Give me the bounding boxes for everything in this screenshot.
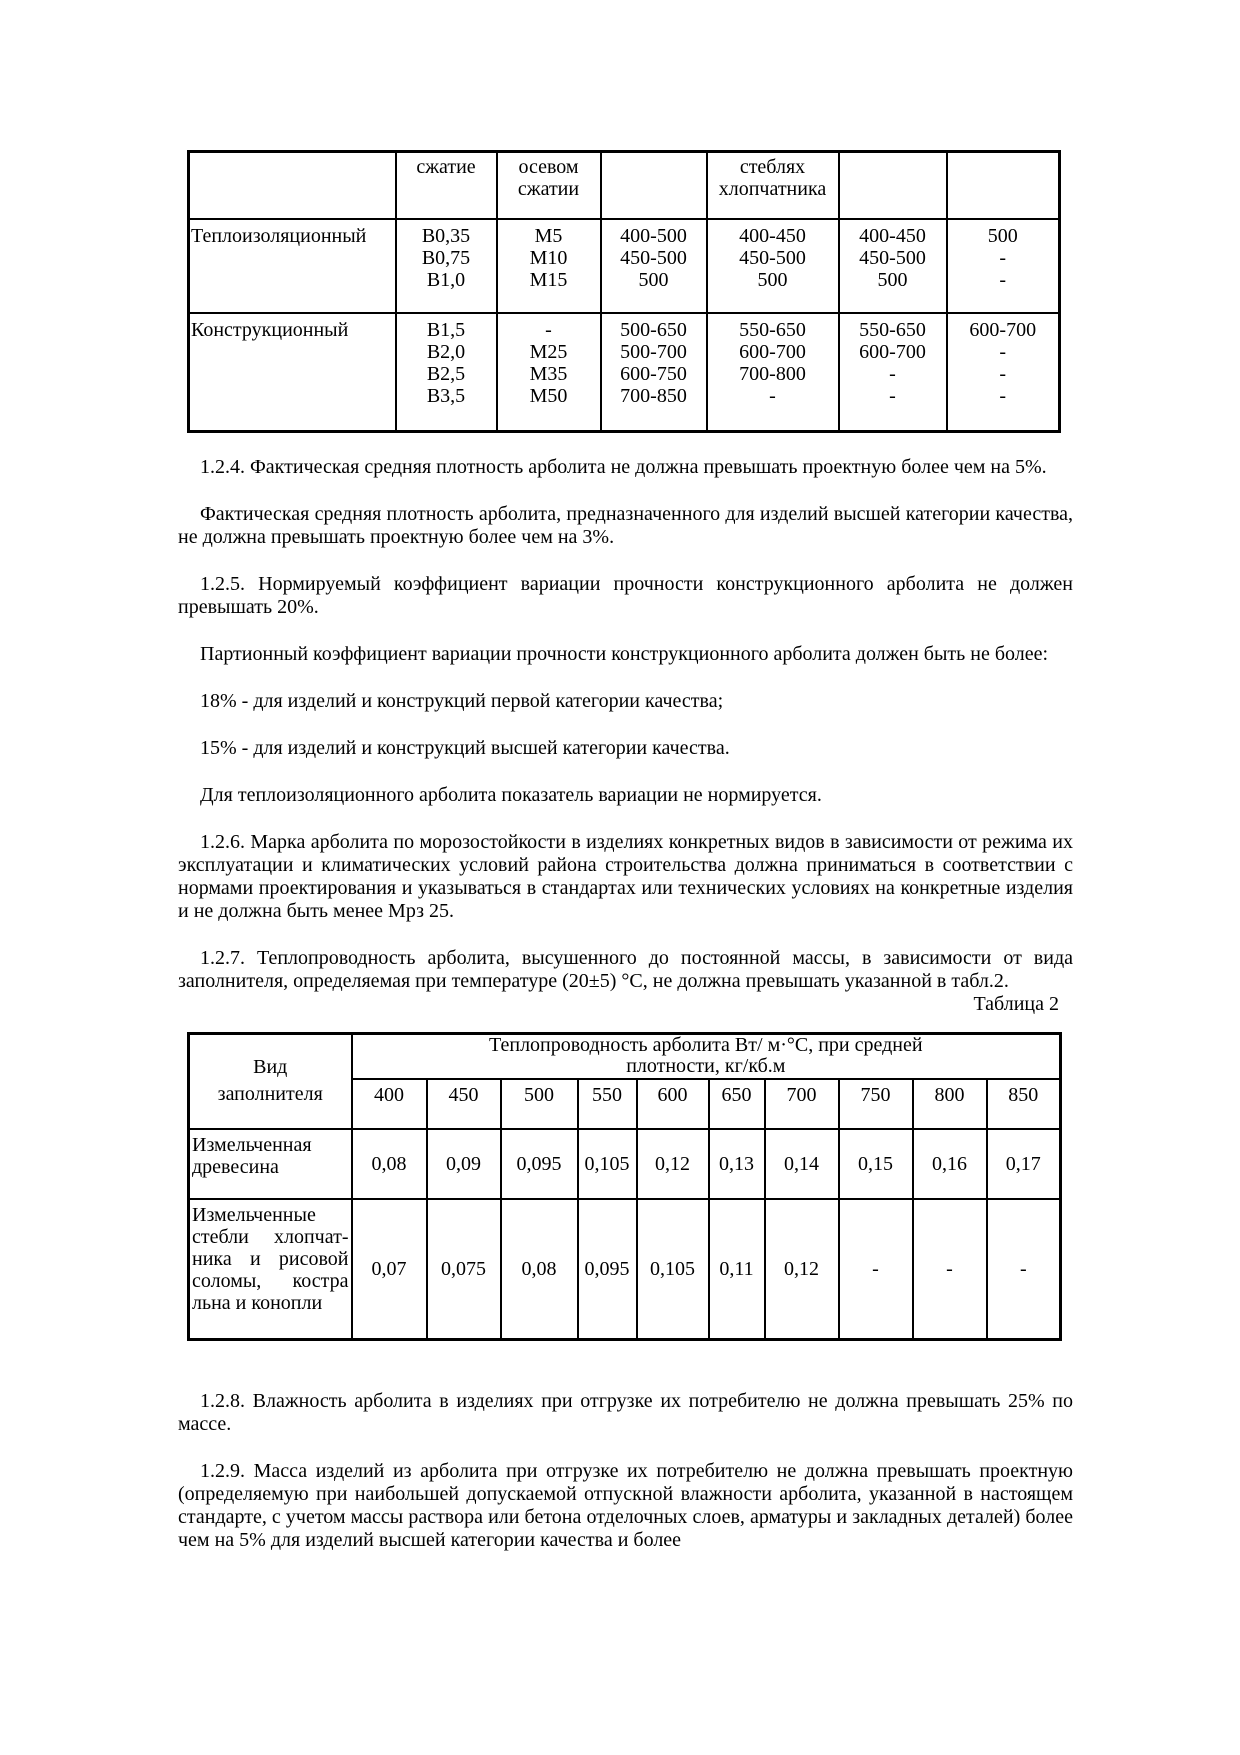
table2-corner-header: Вид заполнителя	[189, 1034, 352, 1129]
table1-cell: 550-650 600-700 - -	[839, 313, 947, 432]
table1-cell: В1,5 В2,0 В2,5 В3,5	[396, 313, 497, 432]
table2-cell: 0,15	[839, 1129, 913, 1199]
table2-density-header: 450	[427, 1079, 501, 1129]
table1-cell: М5 М10 М15	[497, 219, 601, 313]
table1-cell: 500 - -	[947, 219, 1060, 313]
table1-row-label: Конструкционный	[189, 313, 396, 432]
page-content	[178, 0, 1073, 1576]
table2-cell: 0,08	[501, 1199, 578, 1340]
table1-header-cell	[189, 152, 396, 219]
table1-header-cell	[839, 152, 947, 219]
table1-header-cell	[601, 152, 707, 219]
thermal-conductivity-table	[187, 1032, 1062, 1341]
table1-header-cell	[947, 152, 1060, 219]
table1-header-cell: осевом сжатии	[497, 152, 601, 219]
table2-cell: -	[913, 1199, 987, 1340]
table1-cell: 400-450 450-500 500	[839, 219, 947, 313]
table2-cell: -	[987, 1199, 1061, 1340]
table2-density-header: 600	[637, 1079, 709, 1129]
paragraph-1-2-4: 1.2.4. Фактическая средняя плотность арболита не должна превышать проектную более чем на 5%.	[200, 456, 1047, 478]
table-row	[189, 219, 1060, 313]
table2-density-header: 650	[709, 1079, 765, 1129]
table2-density-header: 700	[765, 1079, 839, 1129]
table1-cell: 400-450 450-500 500	[707, 219, 839, 313]
table2-cell: 0,16	[913, 1129, 987, 1199]
table1-row-label: Теплоизоляционный	[189, 219, 396, 313]
table1-header-row	[189, 152, 1060, 219]
table2-row-label: Измельченная древесина	[189, 1129, 352, 1199]
paragraph-1-2-8: 1.2.8. Влажность арболита в изделиях при отгрузке их потребителю не должна превышать 25% по массе.	[178, 1390, 1073, 1435]
table2-density-header: 800	[913, 1079, 987, 1129]
table1-cell: В0,35 В0,75 В1,0	[396, 219, 497, 313]
table2-density-header: 500	[501, 1079, 578, 1129]
table2-cell: 0,08	[352, 1129, 427, 1199]
table1-header-cell: стеблях хлопчатника	[707, 152, 839, 219]
table2-cell: 0,09	[427, 1129, 501, 1199]
paragraph-1-2-7: 1.2.7. Теплопроводность арболита, высушенного до постоянной массы, в зависимости от вида заполнителя, определяемая при температуре (20±5) °С, не должна превышать указанной в табл.2.	[178, 947, 1073, 992]
table2-cell: 0,14	[765, 1129, 839, 1199]
table1-cell: 500-650 500-700 600-750 700-850	[601, 313, 707, 432]
table2-cell: 0,095	[578, 1199, 637, 1340]
table-row	[189, 1129, 1061, 1199]
table2-cell: -	[839, 1199, 913, 1340]
table-row	[189, 313, 1060, 432]
table2-cell: 0,12	[765, 1199, 839, 1340]
table2-cell: 0,105	[637, 1199, 709, 1340]
table2-caption: Таблица 2	[973, 993, 1059, 1015]
table1-cell: - М25 М35 М50	[497, 313, 601, 432]
paragraph-1-2-5: 1.2.5. Нормируемый коэффициент вариации прочности конструкционного арболита не должен превышать 20%.	[178, 573, 1073, 618]
paragraph-15-percent: 15% - для изделий и конструкций высшей категории качества.	[200, 737, 730, 759]
table1-header-cell: сжатие	[396, 152, 497, 219]
table2-span-header: Теплопроводность арболита Вт/ м·°С, при средней плотности, кг/кб.м	[352, 1034, 1061, 1079]
table-row	[189, 1199, 1061, 1340]
table1-cell: 600-700 - - -	[947, 313, 1060, 432]
table2-header-row-1	[189, 1034, 1061, 1079]
paragraph-18-percent: 18% - для изделий и конструкций первой категории качества;	[200, 690, 724, 712]
table2-cell: 0,13	[709, 1129, 765, 1199]
table2-cell: 0,12	[637, 1129, 709, 1199]
table2-cell: 0,105	[578, 1129, 637, 1199]
paragraph-1-2-6: 1.2.6. Марка арболита по морозостойкости в изделиях конкретных видов в зависимости от режима их эксплуатации и климатических условий района строительства должна приниматься в соответствии с нормами проектирования и указываться в стандартах или технических условиях на конкретные изделия и не должна быть менее Мрз 25.	[178, 831, 1073, 922]
table1-cell: 400-500 450-500 500	[601, 219, 707, 313]
table2-cell: 0,075	[427, 1199, 501, 1340]
table2-density-header: 550	[578, 1079, 637, 1129]
paragraph-insulation-note: Для теплоизоляционного арболита показатель вариации не нормируется.	[200, 784, 822, 806]
paragraph-1-2-9: 1.2.9. Масса изделий из арболита при отгрузке их потребителю не должна превышать проектную (определяемую при наибольшей допускаемой отпускной влажности арболита, указанной в настоящем стандарте, с учетом массы раствора или бетона отделочных слоев, арматуры и закладных деталей) более чем на 5% для изделий высшей категории качества и более	[178, 1460, 1073, 1551]
paragraph-density-highest-category: Фактическая средняя плотность арболита, предназначенного для изделий высшей категории качества, не должна превышать проектную более чем на 3%.	[178, 503, 1073, 548]
table2-cell: 0,095	[501, 1129, 578, 1199]
top-margin	[178, 0, 1073, 150]
table1-cell: 550-650 600-700 700-800 -	[707, 313, 839, 432]
table2-density-header: 750	[839, 1079, 913, 1129]
table2-cell: 0,07	[352, 1199, 427, 1340]
paragraph-batch-coefficient: Партионный коэффициент вариации прочности конструкционного арболита должен быть не более:	[200, 643, 1049, 665]
table2-cell: 0,17	[987, 1129, 1061, 1199]
arbolite-grades-table	[187, 150, 1061, 433]
table2-density-header: 850	[987, 1079, 1061, 1129]
table2-row-label: Измельченные стебли хлопчат- ника и рисовой соломы, костра льна и конопли	[189, 1199, 352, 1340]
table2-density-header: 400	[352, 1079, 427, 1129]
table2-cell: 0,11	[709, 1199, 765, 1340]
